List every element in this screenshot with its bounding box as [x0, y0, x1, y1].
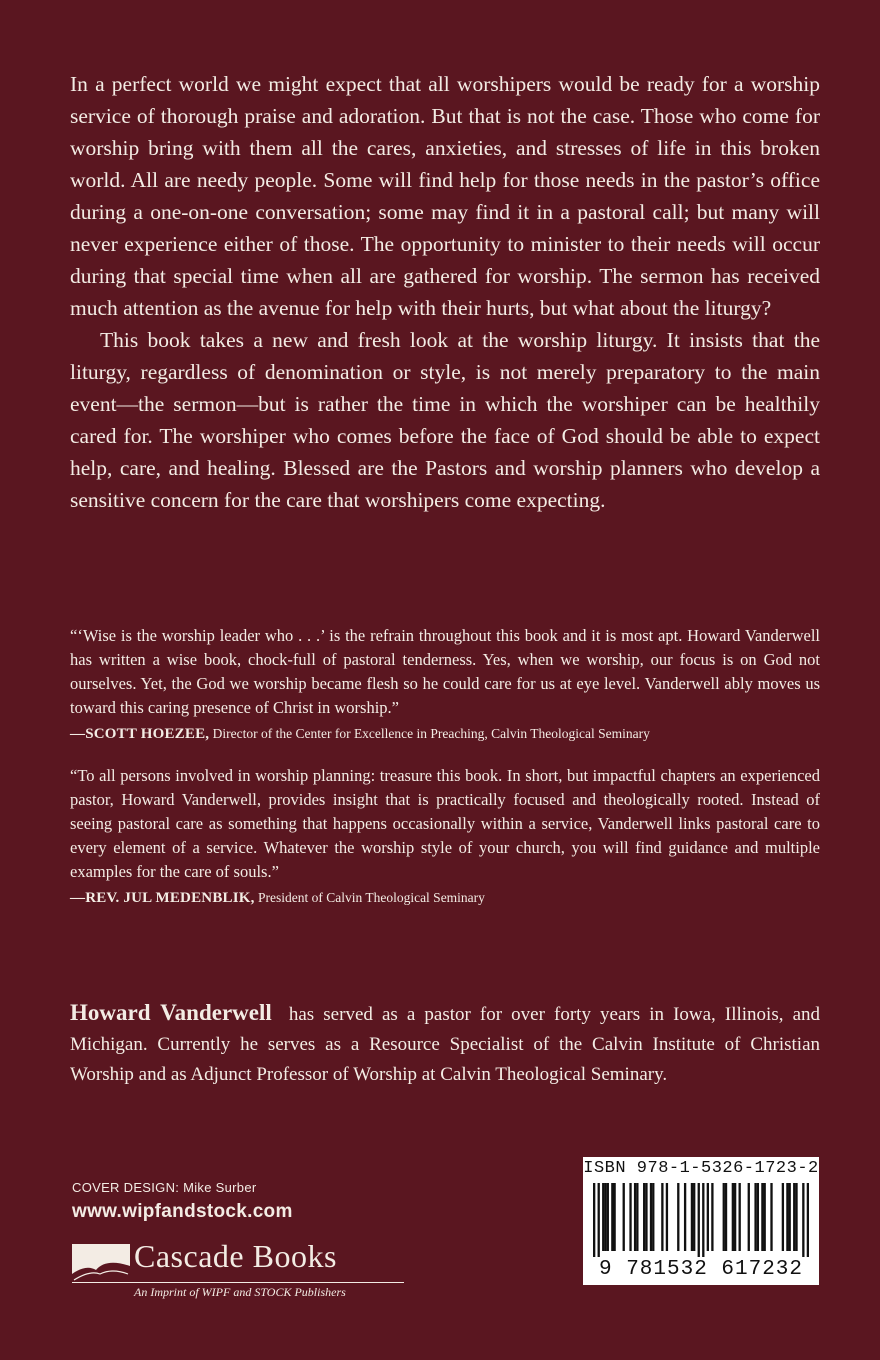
barcode-bar: [645, 1183, 647, 1251]
barcode-bar: [623, 1183, 625, 1251]
barcode-bar: [650, 1183, 652, 1251]
barcode-bar: [643, 1183, 645, 1251]
endorsement: [70, 764, 820, 908]
barcode-bar: [611, 1183, 613, 1251]
endorsement: [70, 624, 820, 744]
isbn-label: ISBN 978-1-5326-1723-2: [583, 1159, 819, 1178]
barcode-bar: [754, 1183, 756, 1251]
barcode-bars: [593, 1183, 809, 1257]
barcode-bar: [725, 1183, 727, 1251]
barcode-bar: [723, 1183, 725, 1251]
blurb-paragraph: This book takes a new and fresh look at the worship liturgy. It insists that the liturgy, regardless of denomination or style, is not merely preparatory to the main event—the sermon—but is rather the time in which the worshiper can be healthily cared for. The worshiper who comes before the face of God should be able to expect help, care, and healing. Blessed are the Pastors and worship planners who develop a sensitive concern for the care that worshipers come expecting.: [70, 328, 820, 512]
barcode-bar: [807, 1183, 809, 1257]
barcode-bar: [793, 1183, 795, 1251]
barcode-bar: [802, 1183, 804, 1257]
barcode-bar: [684, 1183, 686, 1251]
barcode-bar: [782, 1183, 784, 1251]
barcode-bar: [604, 1183, 606, 1251]
barcode-bar: [661, 1183, 663, 1251]
endorser-title: Director of the Center for Excellence in Preaching, Calvin Theological Seminary: [212, 726, 650, 741]
barcode-bar: [593, 1183, 595, 1257]
barcode-bar: [748, 1183, 750, 1251]
barcode-bar: [702, 1183, 704, 1257]
barcode-bar: [666, 1183, 668, 1251]
cover-design-credit: COVER DESIGN: Mike Surber: [72, 1180, 257, 1195]
barcode-digits: 9 781532 617232: [598, 1258, 804, 1281]
barcode-bar: [602, 1183, 604, 1251]
isbn-barcode: [583, 1157, 819, 1285]
credits: [72, 1180, 293, 1223]
endorsement-text: “‘Wise is the worship leader who . . .’ is the refrain throughout this book and it is most apt. Howard Vanderwell has written a wise book, chock-full of pastoral tenderness. Yes, when we worship, our focus is on God not ourselves. Yet, the God we worship became flesh so he could care for us at eye level. Vanderwell ably moves us toward this caring presence of Christ in worship.”: [70, 626, 820, 717]
barcode-bar: [677, 1183, 679, 1251]
barcode-bar: [734, 1183, 736, 1251]
barcode-bar: [636, 1183, 638, 1251]
barcode-bar: [711, 1183, 713, 1251]
barcode-bar: [707, 1183, 709, 1251]
barcode-bar: [598, 1183, 600, 1257]
logo-divider: [72, 1282, 404, 1283]
barcode-bar: [732, 1183, 734, 1251]
barcode-bar: [693, 1183, 695, 1251]
endorsement-attribution: [70, 724, 820, 744]
endorsement-attribution: [70, 888, 820, 908]
publisher-logo: [72, 1240, 412, 1300]
endorser-title: President of Calvin Theological Seminary: [257, 890, 485, 905]
barcode-bar: [770, 1183, 772, 1251]
barcode-bar: [795, 1183, 797, 1251]
barcode-bar: [691, 1183, 693, 1251]
endorsements: [70, 624, 820, 928]
barcode-bar: [757, 1183, 759, 1251]
author-bio-text: has served as a pastor for over forty years in Iowa, Illinois, and Michigan. Currently he serves as a Resource Specialist of the Calvin Institute of Christian Worship and as Adjunct Professor of Worship at Calvin Theological Seminary.: [70, 1004, 821, 1085]
barcode-bar: [698, 1183, 700, 1257]
back-cover-blurb: [70, 68, 820, 516]
publisher-website: www.wipfandstock.com: [72, 1201, 293, 1222]
barcode-bar: [607, 1183, 609, 1251]
barcode-bar: [789, 1183, 791, 1251]
barcode-bar: [634, 1183, 636, 1251]
barcode-bar: [761, 1183, 763, 1251]
author-name: Howard Vanderwell: [70, 1000, 272, 1025]
barcode-bar: [613, 1183, 615, 1251]
barcode-bar: [629, 1183, 631, 1251]
endorser-name: —REV. JUL MEDENBLIK,: [70, 890, 255, 906]
publisher-name: Cascade Books: [134, 1238, 337, 1274]
endorser-name: —SCOTT HOEZEE,: [70, 726, 210, 742]
barcode-bar: [652, 1183, 654, 1251]
barcode-bar: [739, 1183, 741, 1251]
blurb-paragraph: In a perfect world we might expect that all worshipers would be ready for a worship service of thorough praise and adoration. But that is not the case. Those who come for worship bring with them all the cares, anxieties, and stresses of life in this broken world. All are needy people. Some will find help for those needs in the pastor’s office during a one-on-one conversation; some may find it in a pastoral call; but many will never experience either of those. The opportunity to minister to their needs will occur during that special time when all are gathered for worship. The sermon has received much attention as the avenue for help with their hurts, but what about the liturgy?: [70, 72, 820, 320]
endorsement-text: “To all persons involved in worship planning: treasure this book. In short, but impactful chapters an experienced pastor, Howard Vanderwell, provides insight that is practically focused and theologically rooted. Instead of seeing pastoral care as something that happens occasionally within a service, Vanderwell links pastoral care to every element of a service. Whatever the worship style of your church, you will find guidance and multiple examples for the care of souls.”: [70, 766, 820, 881]
publisher-tagline: An Imprint of WIPF and STOCK Publishers: [134, 1285, 346, 1299]
barcode-bar: [786, 1183, 788, 1251]
barcode-bar: [764, 1183, 766, 1251]
author-bio: [70, 998, 820, 1090]
